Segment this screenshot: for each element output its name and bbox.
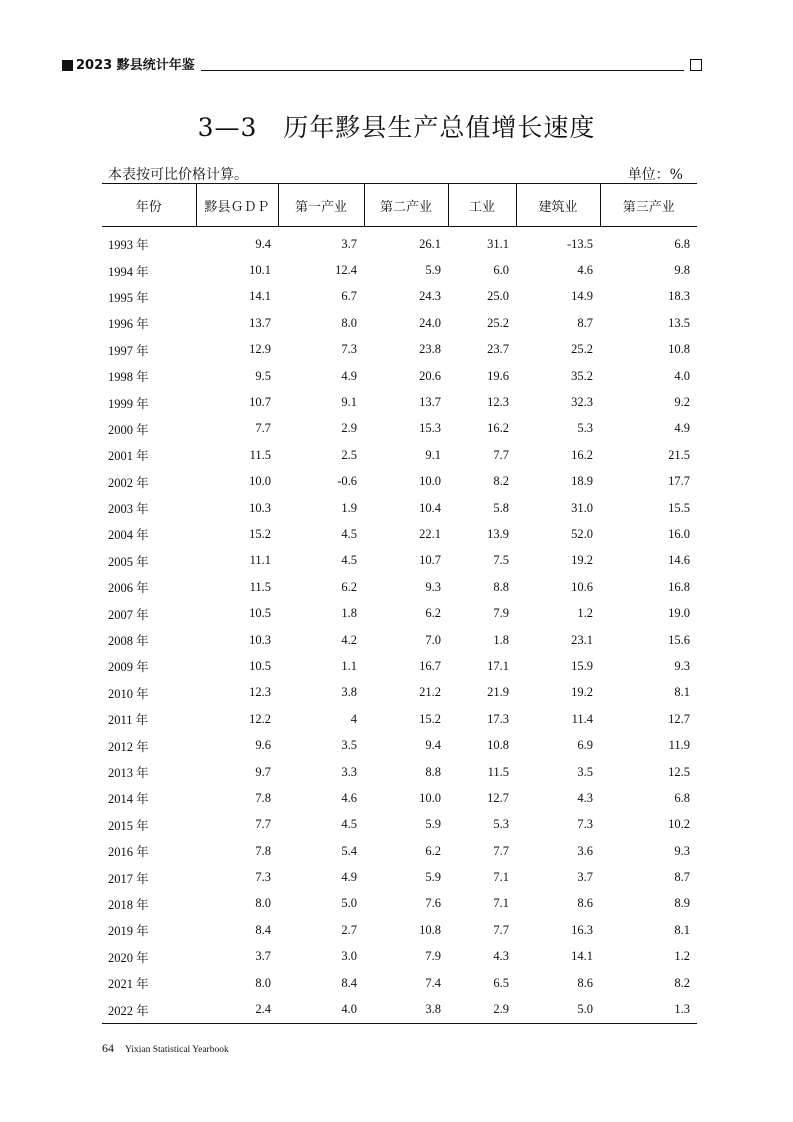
value-cell: 25.0 xyxy=(487,289,509,304)
value-cell: 8.0 xyxy=(255,896,271,911)
value-cell: 7.9 xyxy=(493,606,509,621)
value-cell: 9.4 xyxy=(425,738,441,753)
unit-label: 单位：% xyxy=(627,167,683,183)
year-cell: 2003 年 xyxy=(108,502,149,517)
value-cell: 14.6 xyxy=(668,553,690,568)
col-header-industry: 工业 xyxy=(448,184,516,227)
value-cell: 14.1 xyxy=(571,949,593,964)
value-cell: 5.8 xyxy=(493,500,509,515)
year-cell: 1996 年 xyxy=(108,317,149,332)
value-cell: 4 xyxy=(350,711,357,726)
value-cell: 11.9 xyxy=(668,738,690,753)
value-cell: -0.6 xyxy=(337,474,357,489)
table-row xyxy=(102,495,697,521)
year-cell: 2006 年 xyxy=(108,581,149,596)
value-cell: 9.3 xyxy=(425,579,441,594)
table-row xyxy=(102,864,697,890)
value-cell: 20.6 xyxy=(419,368,441,383)
value-cell: 25.2 xyxy=(571,342,593,357)
year-cell: 1997 年 xyxy=(108,343,149,358)
value-cell: 8.9 xyxy=(674,896,690,911)
value-cell: 9.1 xyxy=(425,447,441,462)
value-cell: 21.5 xyxy=(668,447,690,462)
table-row xyxy=(102,653,697,679)
value-cell: 12.3 xyxy=(487,395,509,410)
value-cell: 11.5 xyxy=(249,579,271,594)
table-row xyxy=(102,627,697,653)
year-cell: 2001 年 xyxy=(108,449,149,464)
value-cell: 15.3 xyxy=(419,421,441,436)
value-cell: 31.0 xyxy=(571,500,593,515)
table-row xyxy=(102,442,697,468)
year-cell: 2009 年 xyxy=(108,660,149,675)
value-cell: 6.2 xyxy=(341,579,357,594)
value-cell: 18.3 xyxy=(668,289,690,304)
value-cell: 7.3 xyxy=(341,342,357,357)
value-cell: 11.1 xyxy=(249,553,271,568)
value-cell: 12.7 xyxy=(487,790,509,805)
value-cell: 8.4 xyxy=(341,975,357,990)
value-cell: 10.0 xyxy=(419,790,441,805)
value-cell: 12.3 xyxy=(249,685,271,700)
year-cell: 2016 年 xyxy=(108,845,149,860)
value-cell: 3.8 xyxy=(364,996,448,1023)
value-cell: 1.2 xyxy=(674,949,690,964)
value-cell: 1.8 xyxy=(493,632,509,647)
year-cell: 2015 年 xyxy=(108,818,149,833)
table-row xyxy=(102,227,697,258)
value-cell: 15.2 xyxy=(419,711,441,726)
value-cell: 10.8 xyxy=(419,922,441,937)
table-row xyxy=(102,812,697,838)
value-cell: 10.1 xyxy=(249,263,271,278)
value-cell: 10.0 xyxy=(419,474,441,489)
table-row xyxy=(102,521,697,547)
table-row xyxy=(102,363,697,389)
value-cell: 16.3 xyxy=(571,922,593,937)
value-cell: 15.9 xyxy=(571,658,593,673)
value-cell: -13.5 xyxy=(566,236,593,251)
value-cell: 19.2 xyxy=(571,685,593,700)
value-cell: 3.7 xyxy=(577,870,593,885)
year-cell: 1999 年 xyxy=(108,396,149,411)
year-cell: 2007 年 xyxy=(108,607,149,622)
table-row xyxy=(102,996,697,1023)
value-cell: 7.8 xyxy=(255,843,271,858)
value-cell: 1.8 xyxy=(341,606,357,621)
header-rule xyxy=(201,70,684,71)
table-caption-row xyxy=(102,164,697,184)
value-cell: 7.4 xyxy=(425,975,441,990)
table-row xyxy=(102,917,697,943)
col-header-gdp: 黟县ＧＤＰ xyxy=(196,184,278,227)
value-cell: 10.4 xyxy=(419,500,441,515)
value-cell: 8.0 xyxy=(255,975,271,990)
table-row xyxy=(102,284,697,310)
table-row xyxy=(102,891,697,917)
value-cell: 7.8 xyxy=(255,790,271,805)
value-cell: 9.3 xyxy=(674,658,690,673)
year-cell: 2017 年 xyxy=(108,871,149,886)
table-row xyxy=(102,970,697,996)
year-cell: 2004 年 xyxy=(108,528,149,543)
value-cell: 4.5 xyxy=(341,553,357,568)
table-row xyxy=(102,944,697,970)
value-cell: 8.8 xyxy=(493,579,509,594)
value-cell: 3.5 xyxy=(341,738,357,753)
value-cell: 16.0 xyxy=(668,526,690,541)
value-cell: 5.0 xyxy=(341,896,357,911)
value-cell: 8.2 xyxy=(493,474,509,489)
value-cell: 14.9 xyxy=(571,289,593,304)
value-cell: 4.9 xyxy=(674,421,690,436)
value-cell: 16.2 xyxy=(487,421,509,436)
table-header-row xyxy=(102,184,697,227)
value-cell: 4.9 xyxy=(341,870,357,885)
value-cell: 5.3 xyxy=(577,421,593,436)
col-header-construction: 建筑业 xyxy=(516,184,600,227)
value-cell: 23.1 xyxy=(571,632,593,647)
value-cell: 4.6 xyxy=(577,263,593,278)
value-cell: 3.0 xyxy=(341,949,357,964)
value-cell: 19.2 xyxy=(571,553,593,568)
value-cell: 8.1 xyxy=(674,685,690,700)
value-cell: 1.2 xyxy=(577,606,593,621)
growth-rate-table xyxy=(102,183,697,1024)
table-row xyxy=(102,548,697,574)
value-cell: 23.8 xyxy=(419,342,441,357)
table-row xyxy=(102,785,697,811)
value-cell: 7.7 xyxy=(255,421,271,436)
value-cell: 9.5 xyxy=(255,368,271,383)
value-cell: 13.9 xyxy=(487,526,509,541)
value-cell: 6.0 xyxy=(493,263,509,278)
value-cell: 16.2 xyxy=(571,447,593,462)
value-cell: 9.6 xyxy=(255,738,271,753)
year-cell: 2000 年 xyxy=(108,422,149,437)
value-cell: 21.9 xyxy=(487,685,509,700)
value-cell: 2.7 xyxy=(341,922,357,937)
table-row xyxy=(102,416,697,442)
value-cell: 5.0 xyxy=(516,996,600,1023)
table-row xyxy=(102,838,697,864)
year-cell: 2008 年 xyxy=(108,634,149,649)
page-title: 3—3 历年黟县生产总值增长速度 xyxy=(197,113,596,142)
value-cell: 5.3 xyxy=(493,817,509,832)
value-cell: 24.0 xyxy=(419,315,441,330)
page-footer xyxy=(102,1041,229,1056)
table-row xyxy=(102,469,697,495)
value-cell: 7.5 xyxy=(493,553,509,568)
value-cell: 7.1 xyxy=(493,896,509,911)
value-cell: 10.7 xyxy=(249,395,271,410)
value-cell: 5.9 xyxy=(425,263,441,278)
table-row xyxy=(102,732,697,758)
value-cell: 8.7 xyxy=(674,870,690,885)
value-cell: 10.3 xyxy=(249,500,271,515)
header-title: 2023 黟县统计年鉴 xyxy=(76,58,195,73)
value-cell: 17.3 xyxy=(487,711,509,726)
year-cell: 2013 年 xyxy=(108,766,149,780)
value-cell: 5.4 xyxy=(341,843,357,858)
value-cell: 23.7 xyxy=(487,342,509,357)
value-cell: 7.0 xyxy=(425,632,441,647)
value-cell: 21.2 xyxy=(419,685,441,700)
value-cell: 19.6 xyxy=(487,368,509,383)
table-row xyxy=(102,600,697,626)
value-cell: 4.5 xyxy=(341,526,357,541)
year-cell: 2014 年 xyxy=(108,792,149,807)
value-cell: 15.6 xyxy=(668,632,690,647)
value-cell: 12.7 xyxy=(668,711,690,726)
year-cell: 2005 年 xyxy=(108,554,149,569)
value-cell: 11.5 xyxy=(249,447,271,462)
table-note: 本表按可比价格计算。 xyxy=(108,167,248,183)
year-cell: 2021 年 xyxy=(108,977,149,992)
value-cell: 16.8 xyxy=(668,579,690,594)
value-cell: 4.2 xyxy=(341,632,357,647)
value-cell: 6.2 xyxy=(425,843,441,858)
value-cell: 11.5 xyxy=(487,764,509,779)
value-cell: 4.5 xyxy=(341,817,357,832)
col-header-year: 年份 xyxy=(102,184,196,227)
table-row xyxy=(102,257,697,283)
year-cell: 1995 年 xyxy=(108,290,149,305)
value-cell: 7.7 xyxy=(493,922,509,937)
table-row xyxy=(102,706,697,732)
value-cell: 22.1 xyxy=(419,526,441,541)
value-cell: 8.7 xyxy=(577,315,593,330)
value-cell: 8.6 xyxy=(577,896,593,911)
value-cell: 6.8 xyxy=(674,236,690,251)
value-cell: 7.3 xyxy=(577,817,593,832)
value-cell: 4.3 xyxy=(577,790,593,805)
year-cell: 2019 年 xyxy=(108,924,149,939)
value-cell: 32.3 xyxy=(571,395,593,410)
year-cell: 1993 年 xyxy=(108,238,149,253)
value-cell: 2.9 xyxy=(448,996,516,1023)
table-row xyxy=(102,574,697,600)
value-cell: 10.3 xyxy=(249,632,271,647)
value-cell: 6.5 xyxy=(493,975,509,990)
table-row xyxy=(102,310,697,336)
value-cell: 12.9 xyxy=(249,342,271,357)
value-cell: 3.7 xyxy=(255,949,271,964)
value-cell: 12.4 xyxy=(335,263,357,278)
value-cell: 13.7 xyxy=(419,395,441,410)
value-cell: 7.7 xyxy=(255,817,271,832)
col-header-primary: 第一产业 xyxy=(278,184,364,227)
header-box-icon xyxy=(690,59,702,71)
col-header-secondary: 第二产业 xyxy=(364,184,448,227)
value-cell: 7.7 xyxy=(493,447,509,462)
value-cell: 1.3 xyxy=(600,996,697,1023)
value-cell: 10.0 xyxy=(249,474,271,489)
value-cell: 6.8 xyxy=(674,790,690,805)
value-cell: 10.5 xyxy=(249,606,271,621)
value-cell: 5.9 xyxy=(425,870,441,885)
value-cell: 52.0 xyxy=(571,526,593,541)
value-cell: 3.8 xyxy=(341,685,357,700)
value-cell: 3.6 xyxy=(577,843,593,858)
value-cell: 6.2 xyxy=(425,606,441,621)
value-cell: 25.2 xyxy=(487,315,509,330)
value-cell: 17.7 xyxy=(668,474,690,489)
value-cell: 3.3 xyxy=(341,764,357,779)
year-cell: 2012 年 xyxy=(108,739,149,754)
value-cell: 6.9 xyxy=(577,738,593,753)
value-cell: 35.2 xyxy=(571,368,593,383)
value-cell: 7.9 xyxy=(425,949,441,964)
year-cell: 2022 年 xyxy=(102,996,196,1023)
value-cell: 7.6 xyxy=(425,896,441,911)
value-cell: 7.1 xyxy=(493,870,509,885)
value-cell: 15.5 xyxy=(668,500,690,515)
value-cell: 26.1 xyxy=(419,236,441,251)
table-row xyxy=(102,759,697,785)
table-row xyxy=(102,337,697,363)
year-cell: 1998 年 xyxy=(108,370,149,385)
header-square-icon xyxy=(62,60,73,71)
value-cell: 10.8 xyxy=(487,738,509,753)
value-cell: 10.5 xyxy=(249,658,271,673)
value-cell: 2.5 xyxy=(341,447,357,462)
value-cell: 9.7 xyxy=(255,764,271,779)
value-cell: 6.7 xyxy=(341,289,357,304)
value-cell: 9.1 xyxy=(341,395,357,410)
value-cell: 3.7 xyxy=(341,236,357,251)
value-cell: 12.2 xyxy=(249,711,271,726)
year-cell: 2011 年 xyxy=(108,713,149,728)
running-header xyxy=(62,56,702,74)
value-cell: 17.1 xyxy=(487,658,509,673)
value-cell: 4.0 xyxy=(674,368,690,383)
value-cell: 7.3 xyxy=(255,870,271,885)
table-row xyxy=(102,389,697,415)
value-cell: 8.4 xyxy=(255,922,271,937)
value-cell: 10.6 xyxy=(571,579,593,594)
value-cell: 9.2 xyxy=(674,395,690,410)
value-cell: 4.6 xyxy=(341,790,357,805)
year-cell: 2002 年 xyxy=(108,475,149,490)
value-cell: 9.8 xyxy=(674,263,690,278)
value-cell: 3.5 xyxy=(577,764,593,779)
value-cell: 1.9 xyxy=(341,500,357,515)
value-cell: 1.1 xyxy=(341,658,357,673)
table-row xyxy=(102,680,697,706)
value-cell: 8.8 xyxy=(425,764,441,779)
value-cell: 2.4 xyxy=(196,996,278,1023)
value-cell: 10.2 xyxy=(668,817,690,832)
year-cell: 1994 年 xyxy=(108,264,149,279)
value-cell: 4.9 xyxy=(341,368,357,383)
year-cell: 2018 年 xyxy=(108,897,149,912)
col-header-tertiary: 第三产业 xyxy=(600,184,697,227)
value-cell: 8.1 xyxy=(674,922,690,937)
year-cell: 2010 年 xyxy=(108,686,149,701)
value-cell: 5.9 xyxy=(425,817,441,832)
value-cell: 18.9 xyxy=(571,474,593,489)
value-cell: 14.1 xyxy=(249,289,271,304)
value-cell: 2.9 xyxy=(341,421,357,436)
value-cell: 10.7 xyxy=(419,553,441,568)
value-cell: 4.3 xyxy=(493,949,509,964)
year-cell: 2020 年 xyxy=(108,950,149,965)
value-cell: 12.5 xyxy=(668,764,690,779)
value-cell: 13.7 xyxy=(249,315,271,330)
value-cell: 19.0 xyxy=(668,606,690,621)
value-cell: 8.2 xyxy=(674,975,690,990)
value-cell: 11.4 xyxy=(571,711,593,726)
value-cell: 8.0 xyxy=(341,315,357,330)
value-cell: 13.5 xyxy=(668,315,690,330)
value-cell: 7.7 xyxy=(493,843,509,858)
value-cell: 10.8 xyxy=(668,342,690,357)
value-cell: 8.6 xyxy=(577,975,593,990)
page-number: 64 xyxy=(102,1041,114,1055)
value-cell: 31.1 xyxy=(487,236,509,251)
value-cell: 9.4 xyxy=(255,236,271,251)
value-cell: 24.3 xyxy=(419,289,441,304)
value-cell: 4.0 xyxy=(278,996,364,1023)
value-cell: 9.3 xyxy=(674,843,690,858)
value-cell: 15.2 xyxy=(249,526,271,541)
value-cell: 16.7 xyxy=(419,658,441,673)
book-name: Yixian Statistical Yearbook xyxy=(125,1045,229,1055)
